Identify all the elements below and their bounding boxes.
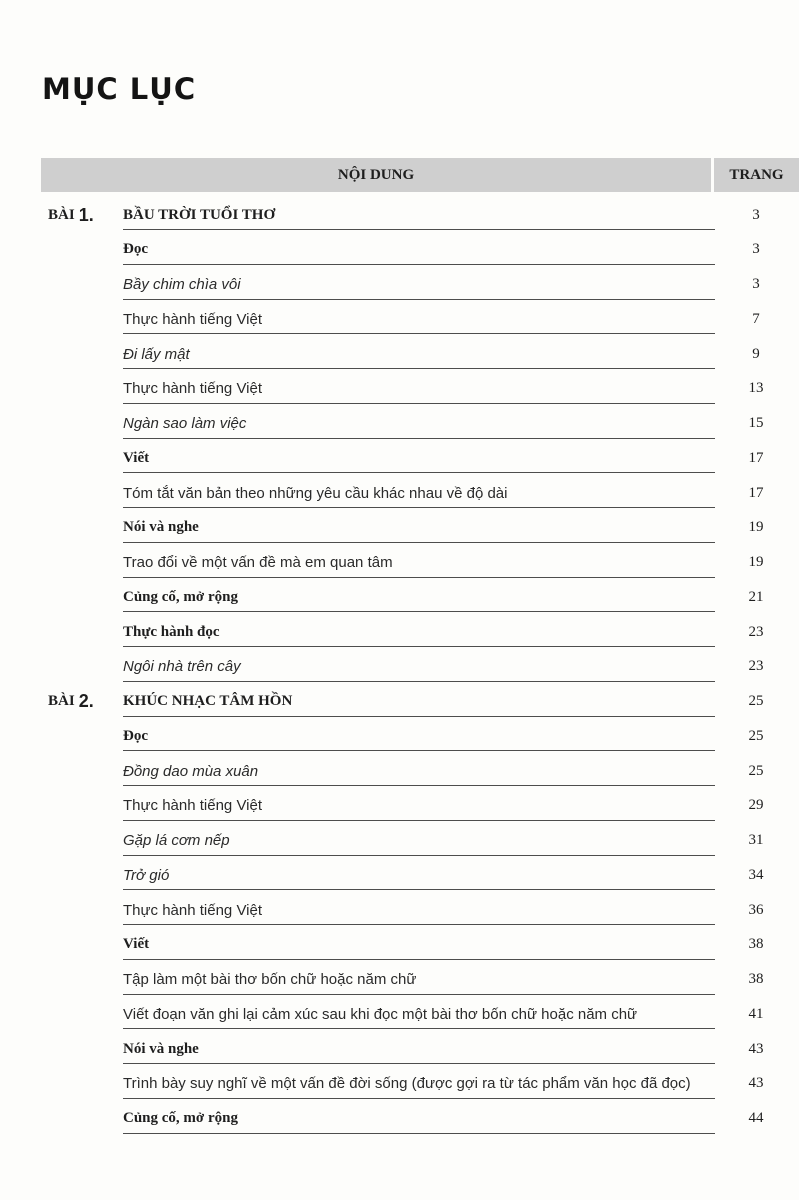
toc-entry-page: 25 [748, 727, 764, 744]
toc-entry-title: Tóm tắt văn bản theo những yêu cầu khác nhau về độ dài [123, 479, 715, 508]
toc-entry-title: Thực hành tiếng Việt [123, 305, 715, 334]
toc-entry-page: 21 [748, 588, 764, 605]
toc-entry-page: 3 [752, 241, 760, 258]
toc-entry-page: 23 [748, 623, 764, 640]
toc-row [0, 857, 799, 892]
toc-entry-title: Thực hành tiếng Việt [123, 896, 715, 925]
lesson-label: BÀI [48, 206, 75, 223]
toc-entry-title: Củng cố, mở rộng [123, 583, 715, 612]
toc-row [0, 753, 799, 788]
toc-entry-page: 34 [748, 866, 764, 883]
toc-entry-page: 19 [748, 554, 764, 570]
toc-entry-page: 23 [748, 658, 764, 675]
toc-entry-page: 3 [752, 206, 760, 223]
header-page-label: TRANG [714, 158, 799, 192]
lesson-num: 1. [78, 204, 94, 225]
toc-entry-title: BẦU TRỜI TUỔI THƠ [123, 201, 715, 230]
toc-row [0, 371, 799, 406]
toc-entry-title: Viết đoạn văn ghi lại cảm xúc sau khi đọc một bài thơ bốn chữ hoặc năm chữ [123, 1000, 715, 1029]
toc-entry-title: Thực hành đọc [123, 618, 715, 647]
toc-entry-page: 25 [748, 693, 764, 709]
toc-entry-title: Trình bày suy nghĩ về một vấn đề đời sống (được gợi ra từ tác phẩm văn học đã đọc) [123, 1070, 715, 1099]
toc-entry-page: 38 [748, 971, 764, 987]
toc-header [41, 158, 799, 192]
toc-entry-title: Ngàn sao làm việc [123, 410, 715, 439]
toc-entry-title: Bầy chim chìa vôi [123, 271, 715, 300]
toc-entry-page: 3 [752, 276, 760, 292]
toc-row [0, 1031, 799, 1066]
toc-row [0, 962, 799, 997]
toc-entry-title: Nói và nghe [123, 1035, 715, 1064]
toc-entry-title: Đi lấy mật [123, 340, 715, 369]
toc-entry-page: 36 [748, 901, 764, 918]
page-title: MỤC LỤC [42, 72, 197, 106]
toc-lesson-row [0, 197, 799, 232]
toc-row [0, 892, 799, 927]
lesson-num: 2. [78, 691, 94, 711]
toc-row [0, 267, 799, 302]
toc-entry-page: 7 [752, 310, 760, 327]
toc-row [0, 545, 799, 580]
lesson-number [48, 201, 94, 229]
toc-row [0, 614, 799, 649]
toc-row [0, 788, 799, 823]
toc-entry-title: Đọc [123, 722, 715, 751]
toc-row [0, 510, 799, 545]
toc-entry-title: Gặp lá cơm nếp [123, 827, 715, 856]
toc-entry-page: 43 [748, 1040, 764, 1057]
toc-row [0, 232, 799, 267]
toc-row [0, 406, 799, 441]
toc-entry-page: 17 [748, 449, 764, 466]
toc-row [0, 579, 799, 614]
toc-entry-title: Củng cố, mở rộng [123, 1105, 715, 1134]
toc-entry-page: 31 [748, 832, 764, 848]
toc-row [0, 718, 799, 753]
toc-entry-title: Trao đổi về một vấn đề mà em quan tâm [123, 549, 715, 578]
lesson-number [48, 688, 94, 716]
toc-entry-page: 29 [748, 797, 764, 814]
toc-entry-page: 38 [748, 936, 764, 953]
toc-row [0, 475, 799, 510]
header-content-label: NỘI DUNG [41, 158, 711, 192]
toc-entry-title: Đồng dao mùa xuân [123, 757, 715, 786]
toc-entry-title: Viết [123, 444, 715, 473]
toc-entry-title: Đọc [123, 236, 715, 265]
toc-row [0, 301, 799, 336]
toc-row [0, 996, 799, 1031]
toc-entry-title: Viết [123, 931, 715, 960]
lesson-label: BÀI [48, 693, 75, 709]
toc-entry-title: Thực hành tiếng Việt [123, 792, 715, 821]
toc-entry-page: 15 [748, 415, 764, 431]
toc-entry-title: Ngôi nhà trên cây [123, 653, 715, 682]
toc-entry-page: 13 [748, 380, 764, 397]
toc-row [0, 649, 799, 684]
toc-entry-page: 41 [748, 1005, 764, 1022]
toc-entry-title: Trở gió [123, 861, 715, 890]
toc-row [0, 823, 799, 858]
toc-row [0, 927, 799, 962]
toc-row [0, 1101, 799, 1136]
toc-entry-page: 17 [748, 484, 764, 501]
toc-row [0, 1066, 799, 1101]
toc-entry-title: KHÚC NHẠC TÂM HỒN [123, 688, 715, 717]
toc-entry-title: Nói và nghe [123, 514, 715, 543]
toc-entry-page: 19 [748, 519, 764, 536]
toc-list [0, 197, 799, 1135]
toc-lesson-row [0, 684, 799, 719]
toc-row [0, 440, 799, 475]
toc-entry-title: Thực hành tiếng Việt [123, 375, 715, 404]
toc-entry-page: 44 [748, 1110, 764, 1126]
toc-entry-page: 43 [748, 1075, 764, 1092]
toc-row [0, 336, 799, 371]
toc-entry-page: 25 [748, 762, 764, 779]
toc-entry-page: 9 [752, 345, 760, 362]
toc-entry-title: Tập làm một bài thơ bốn chữ hoặc năm chữ [123, 966, 715, 995]
